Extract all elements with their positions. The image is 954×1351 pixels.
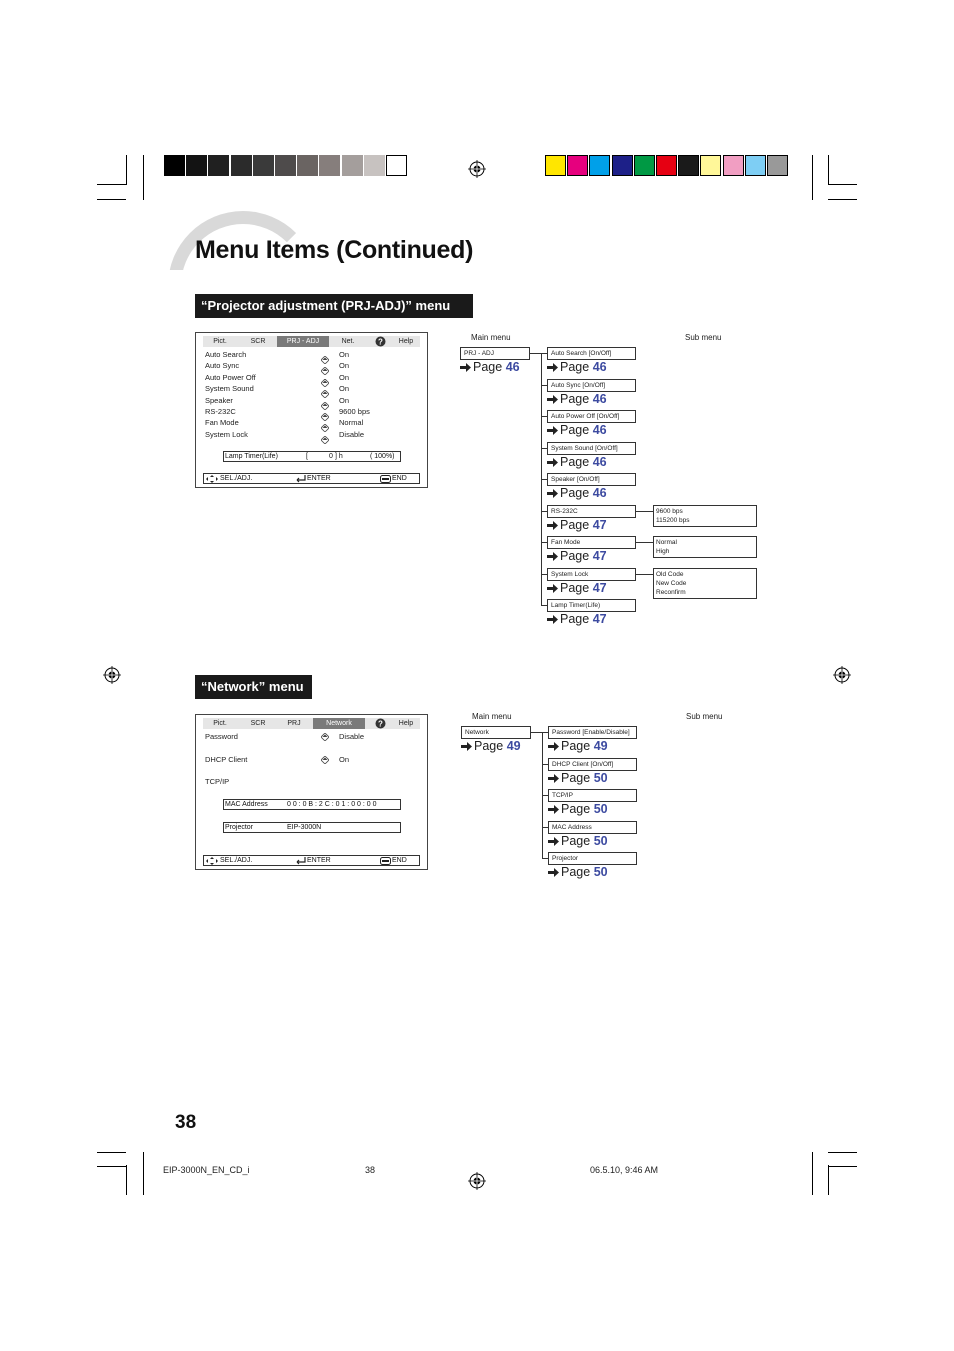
adjust-diamond-icon[interactable]: [321, 431, 329, 439]
tab-help[interactable]: Help: [398, 720, 414, 727]
adjust-diamond-icon[interactable]: [321, 385, 329, 393]
setting-label-password: Password: [205, 732, 238, 741]
sub-menu-label: Sub menu: [686, 712, 723, 721]
mac-address-label: MAC Address: [225, 801, 268, 808]
page-ref[interactable]: Page 50: [548, 802, 608, 816]
projector-name-value: EIP-3000N: [287, 824, 322, 831]
page-ref[interactable]: Page 46: [547, 486, 607, 500]
adjust-diamond-icon[interactable]: [321, 408, 329, 416]
page-arrow-icon: [547, 552, 558, 561]
menu-item-box: MAC Address: [548, 821, 637, 834]
page-ref[interactable]: Page 47: [547, 518, 607, 532]
tab-scr[interactable]: SCR: [250, 720, 266, 727]
adjust-diamond-icon[interactable]: [321, 397, 329, 405]
page-arrow-icon: [460, 363, 471, 372]
page-ref[interactable]: Page 50: [548, 771, 608, 785]
enter-icon: [294, 857, 306, 865]
gray-swatch: [342, 155, 363, 176]
page-arrow-icon: [548, 837, 559, 846]
network-osd-screen: [195, 714, 428, 870]
page-arrow-icon: [547, 489, 558, 498]
select-arrows-icon: [206, 475, 218, 483]
color-swatch: [745, 155, 766, 176]
page-ref[interactable]: Page 46: [547, 392, 607, 406]
section-heading-prj-adj: “Projector adjustment (PRJ-ADJ)” menu: [195, 294, 473, 318]
setting-label: System Lock: [205, 429, 248, 439]
menu-item-box: Auto Search [On/Off]: [547, 347, 636, 360]
setting-label: System Sound: [205, 384, 254, 394]
setting-label: Fan Mode: [205, 418, 239, 428]
sub-menu-option: 9600 bps: [656, 507, 683, 515]
mac-address-value: 0 0 : 0 B : 2 C : 0 1 : 0 0 : 0 0: [287, 801, 377, 808]
page-ref[interactable]: Page 47: [547, 549, 607, 563]
mac-address-box: [223, 799, 401, 810]
color-swatch: [678, 155, 699, 176]
tab-network[interactable]: Network: [313, 718, 365, 729]
main-menu-box: PRJ - ADJ: [460, 347, 530, 360]
setting-value: On: [339, 372, 350, 382]
setting-label: Auto Power Off: [205, 372, 256, 382]
setting-label-tcpip[interactable]: TCP/IP: [205, 777, 230, 786]
setting-value: Disable: [339, 429, 365, 439]
registration-target-icon: [468, 160, 486, 178]
main-menu-box: Network: [461, 726, 531, 739]
registration-target-icon: [103, 666, 121, 684]
enter-icon: [294, 475, 306, 483]
sub-menu-box: [653, 568, 757, 599]
tab-pict[interactable]: Pict.: [213, 720, 227, 727]
tab-prj[interactable]: PRJ: [287, 720, 301, 727]
setting-label-dhcp: DHCP Client: [205, 755, 248, 764]
help-icon: [375, 718, 386, 729]
gray-swatch: [386, 155, 407, 176]
setting-value: On: [339, 384, 350, 394]
lamp-timer-label: Lamp Timer(Life): [225, 453, 278, 460]
projector-name-label: Projector: [225, 824, 254, 831]
tab-scr[interactable]: SCR: [250, 338, 266, 345]
footer-filename: EIP-3000N_EN_CD_i: [163, 1165, 250, 1175]
setting-label: Auto Sync: [205, 361, 240, 371]
color-swatch: [700, 155, 721, 176]
setting-value-password: Disable: [339, 732, 365, 741]
tab-pict[interactable]: Pict.: [213, 338, 227, 345]
page-arrow-icon: [548, 774, 559, 783]
menu-item-box: TCP/IP: [548, 789, 637, 802]
lamp-hours: 0: [329, 453, 333, 460]
gray-swatch: [186, 155, 207, 176]
main-menu-label: Main menu: [471, 333, 511, 342]
menu-item-box: System Lock: [547, 568, 636, 581]
gray-swatch: [164, 155, 185, 176]
setting-value: On: [339, 350, 350, 359]
gray-swatch: [231, 155, 252, 176]
tab-net[interactable]: Net.: [341, 338, 355, 345]
sub-menu-option: Reconfirm: [656, 588, 686, 596]
page-arrow-icon: [547, 615, 558, 624]
page-arrow-icon: [547, 363, 558, 372]
main-page-ref[interactable]: Page 49: [461, 739, 521, 753]
page-arrow-icon: [547, 426, 558, 435]
page-arrow-icon: [548, 742, 559, 751]
page-ref[interactable]: Page 49: [548, 739, 608, 753]
svg-text:?: ?: [378, 719, 383, 729]
adjust-diamond-icon[interactable]: [321, 351, 329, 359]
color-swatch: [589, 155, 610, 176]
main-page-ref[interactable]: Page 46: [460, 360, 520, 374]
osd-footer: SEL./ADJ. ENTER END: [203, 855, 420, 866]
color-swatch: [723, 155, 744, 176]
help-icon: [375, 336, 386, 347]
adjust-diamond-icon[interactable]: [321, 374, 329, 382]
setting-value: On: [339, 361, 350, 371]
color-swatch: [545, 155, 566, 176]
menu-item-box: Lamp Timer(Life): [547, 599, 636, 612]
page-arrow-icon: [547, 584, 558, 593]
sub-menu-box: [653, 505, 757, 527]
page-ref[interactable]: Page 47: [547, 612, 607, 626]
prj-adj-osd-screen: [195, 332, 428, 488]
page-ref[interactable]: Page 46: [547, 423, 607, 437]
menu-item-box: Auto Power Off [On/Off]: [547, 410, 636, 423]
page-arrow-icon: [548, 805, 559, 814]
main-menu-label: Main menu: [472, 712, 512, 721]
sub-menu-option: High: [656, 548, 670, 555]
setting-label: RS-232C: [205, 407, 236, 416]
page-arrow-icon: [461, 742, 472, 751]
select-arrows-icon: [206, 857, 218, 865]
osd-tab-bar: [203, 336, 420, 347]
adjust-diamond-icon[interactable]: [321, 733, 329, 741]
setting-value: Normal: [339, 418, 364, 428]
page-number: 38: [175, 1112, 197, 1133]
menu-item-box: Projector: [548, 852, 637, 865]
tab-prj-adj[interactable]: PRJ - ADJ: [277, 336, 329, 347]
sub-menu-option: Old Code: [656, 570, 684, 578]
footer-page: 38: [365, 1165, 376, 1175]
svg-text:?: ?: [378, 337, 383, 347]
adjust-diamond-icon[interactable]: [321, 756, 329, 764]
sub-menu-option: New Code: [656, 579, 687, 587]
registration-target-icon: [833, 666, 851, 684]
page-arrow-icon: [547, 458, 558, 467]
setting-label: Auto Search: [205, 350, 247, 359]
page-ref[interactable]: Page 50: [548, 834, 608, 848]
sub-menu-option: 115200 bps: [656, 516, 690, 524]
menu-item-box: Fan Mode: [547, 536, 636, 549]
color-swatch: [567, 155, 588, 176]
page-arrow-icon: [547, 521, 558, 530]
sub-menu-box: [653, 536, 757, 558]
gray-swatch: [364, 155, 385, 176]
gray-swatch: [208, 155, 229, 176]
menu-item-box: RS-232C: [547, 505, 636, 518]
setting-value-dhcp: On: [339, 755, 350, 764]
setting-label: Speaker: [205, 395, 233, 405]
color-swatch: [656, 155, 677, 176]
lamp-timer-box: Lamp Timer(Life) [ 0 ] h ( 100%): [223, 451, 401, 462]
projector-name-box: [223, 822, 401, 833]
osd-footer: SEL./ADJ. ENTER END: [203, 473, 420, 484]
adjust-diamond-icon[interactable]: [321, 362, 329, 370]
footer-timestamp: 06.5.10, 9:46 AM: [590, 1165, 659, 1175]
section-heading-network: “Network” menu: [195, 675, 312, 699]
page-arrow-icon: [548, 868, 559, 877]
registration-target-icon: [468, 1172, 486, 1190]
page-ref[interactable]: Page 47: [547, 581, 607, 595]
sub-menu-option: Normal: [656, 539, 677, 546]
menu-item-box: System Sound [On/Off]: [547, 442, 636, 455]
adjust-diamond-icon[interactable]: [321, 419, 329, 427]
menu-item-box: Auto Sync [On/Off]: [547, 379, 636, 392]
color-swatch: [612, 155, 633, 176]
tab-help[interactable]: Help: [398, 338, 414, 345]
end-button-icon: [380, 475, 391, 483]
setting-value: On: [339, 395, 350, 405]
page-ref[interactable]: Page 50: [548, 865, 608, 879]
menu-item-box: Speaker [On/Off]: [547, 473, 636, 486]
menu-item-box: DHCP Client [On/Off]: [548, 758, 637, 771]
gray-swatch: [319, 155, 340, 176]
gray-swatch: [275, 155, 296, 176]
page-arrow-icon: [547, 395, 558, 404]
gray-swatch: [297, 155, 318, 176]
page-title: Menu Items (Continued): [195, 236, 474, 264]
page-ref[interactable]: Page 46: [547, 360, 607, 374]
setting-value: 9600 bps: [339, 407, 370, 416]
lamp-percent: ( 100%): [370, 453, 395, 460]
page-ref[interactable]: Page 46: [547, 455, 607, 469]
menu-item-box: Password [Enable/Disable]: [548, 726, 637, 739]
sub-menu-label: Sub menu: [685, 333, 722, 342]
osd-tab-bar: [203, 718, 420, 729]
color-swatch: [634, 155, 655, 176]
gray-swatch: [253, 155, 274, 176]
end-button-icon: [380, 857, 391, 865]
color-swatch: [767, 155, 788, 176]
